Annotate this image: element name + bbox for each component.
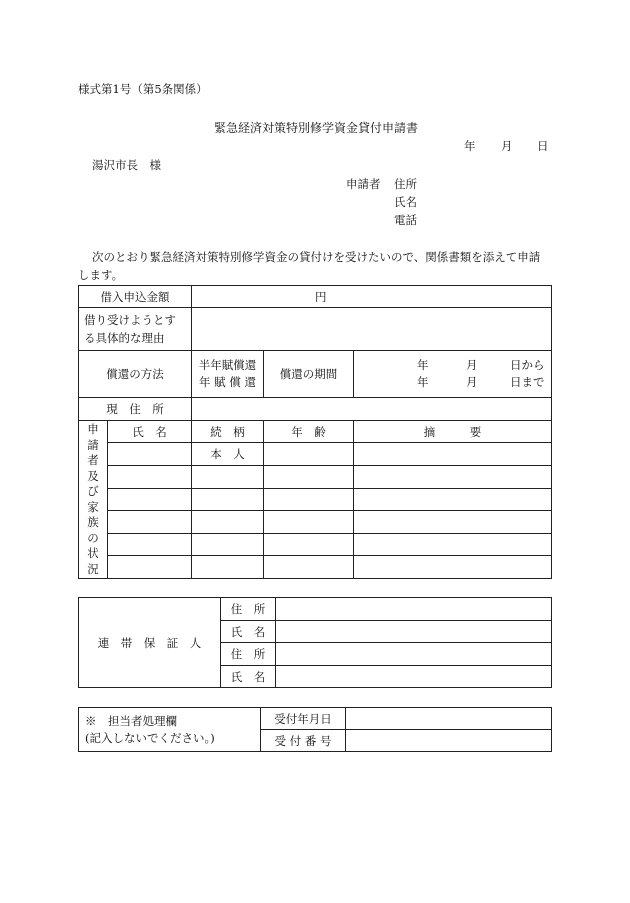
- family-remarks-cell[interactable]: [354, 489, 552, 511]
- office-note-line2: (記入しないでください。): [85, 730, 215, 745]
- reason-field[interactable]: [192, 308, 552, 351]
- received-number-field: [346, 730, 552, 752]
- applicant-phone-label: 電話: [394, 213, 417, 227]
- family-name-cell[interactable]: [108, 489, 192, 511]
- family-header-name: 氏 名: [108, 421, 192, 443]
- guarantor1-name-field[interactable]: [276, 621, 552, 643]
- repay-method-label: 償還の方法: [79, 351, 192, 398]
- yen-unit: 円: [315, 289, 327, 304]
- received-number-label: 受 付 番 号: [261, 730, 346, 752]
- family-name-cell[interactable]: [108, 466, 192, 489]
- guarantor-table: [78, 597, 552, 688]
- repay-annual-option[interactable]: 年 賦 償 還: [199, 375, 256, 389]
- guarantor2-name-label: 氏 名: [221, 666, 276, 688]
- guarantor1-address-field[interactable]: [276, 598, 552, 621]
- guarantor2-address-field[interactable]: [276, 643, 552, 666]
- family-row: [79, 466, 552, 489]
- reason-label-line2: る具体的な理由: [84, 331, 165, 345]
- period-to-month: 月: [466, 375, 478, 389]
- family-remarks-cell[interactable]: [354, 534, 552, 556]
- family-remarks-cell[interactable]: [354, 466, 552, 489]
- family-name-cell[interactable]: [108, 511, 192, 534]
- family-relation-cell[interactable]: [192, 489, 264, 511]
- family-remarks-cell[interactable]: [354, 511, 552, 534]
- office-note: [79, 708, 261, 752]
- family-remarks-cell[interactable]: [354, 556, 552, 579]
- family-row: [79, 443, 552, 466]
- repay-period-field[interactable]: [354, 351, 552, 398]
- current-address-field[interactable]: [192, 398, 552, 421]
- family-remarks-cell[interactable]: [354, 443, 552, 466]
- family-age-cell[interactable]: [264, 511, 354, 534]
- family-relation-cell[interactable]: [192, 534, 264, 556]
- current-address-label: 現 住 所: [79, 398, 192, 421]
- applicant-name-label: 氏名: [394, 195, 417, 209]
- application-table: [78, 285, 552, 579]
- family-age-cell[interactable]: [264, 534, 354, 556]
- repay-method-options[interactable]: [192, 351, 264, 398]
- applicant-address-label: 住所: [394, 177, 417, 191]
- office-use-table: [78, 707, 552, 752]
- page-title: 緊急経済対策特別修学資金貸付申請書: [214, 121, 419, 135]
- period-from-month: 月: [466, 358, 478, 372]
- family-age-cell[interactable]: [264, 466, 354, 489]
- family-relation-cell[interactable]: [192, 466, 264, 489]
- family-row: [79, 556, 552, 579]
- form-number: 様式第1号（第5条関係）: [78, 82, 208, 96]
- family-relation-cell[interactable]: [192, 511, 264, 534]
- reason-label-line1: 借り受けようとす: [84, 313, 176, 327]
- family-name-cell[interactable]: [108, 443, 192, 466]
- family-header-remarks: 摘 要: [354, 421, 552, 443]
- family-age-cell[interactable]: [264, 443, 354, 466]
- period-from-year: 年: [417, 358, 429, 372]
- repay-semiannual-option[interactable]: 半年賦償還: [198, 358, 257, 372]
- intro-text-line1: 次のとおり緊急経済対策特別修学資金の貸付けを受けたいので、関係書類を添えて申請: [92, 250, 541, 264]
- period-from-row: [354, 357, 551, 374]
- period-from-suffix: 日から: [510, 358, 545, 372]
- family-row: [79, 489, 552, 511]
- period-to-suffix: 日まで: [510, 375, 545, 389]
- guarantor2-name-field[interactable]: [276, 666, 552, 688]
- repay-period-label: 償還の期間: [264, 351, 354, 398]
- family-age-cell[interactable]: [264, 489, 354, 511]
- family-relation-cell[interactable]: [192, 556, 264, 579]
- period-to-year: 年: [417, 375, 429, 389]
- period-to-row: [354, 374, 551, 391]
- guarantor1-address-label: 住 所: [221, 598, 276, 621]
- family-relation-self: 本 人: [192, 443, 264, 466]
- family-row: [79, 511, 552, 534]
- intro-text-line2: します。: [78, 268, 124, 282]
- guarantor-label: 連 帯 保 証 人: [79, 598, 221, 688]
- family-header-age: 年 齢: [264, 421, 354, 443]
- addressee: 湯沢市長 様: [92, 158, 161, 172]
- reason-label: [79, 308, 192, 351]
- loan-amount-label: 借入申込金額: [79, 286, 192, 308]
- guarantor1-name-label: 氏 名: [221, 621, 276, 643]
- family-name-cell[interactable]: [108, 534, 192, 556]
- family-header-relation: 続 柄: [192, 421, 264, 443]
- date-month: 月: [501, 139, 513, 153]
- applicant-label: 申請者: [346, 177, 381, 191]
- family-section-label: 申請者及び家族の状況: [79, 421, 108, 579]
- date-day: 日: [537, 139, 549, 153]
- family-row: [79, 534, 552, 556]
- guarantor2-address-label: 住 所: [221, 643, 276, 666]
- loan-amount-field[interactable]: [192, 286, 552, 308]
- date-year: 年: [464, 139, 476, 153]
- received-date-label: 受付年月日: [261, 708, 346, 730]
- family-age-cell[interactable]: [264, 556, 354, 579]
- office-note-line1: ※ 担当者処理欄: [85, 713, 177, 728]
- received-date-field: [346, 708, 552, 730]
- family-name-cell[interactable]: [108, 556, 192, 579]
